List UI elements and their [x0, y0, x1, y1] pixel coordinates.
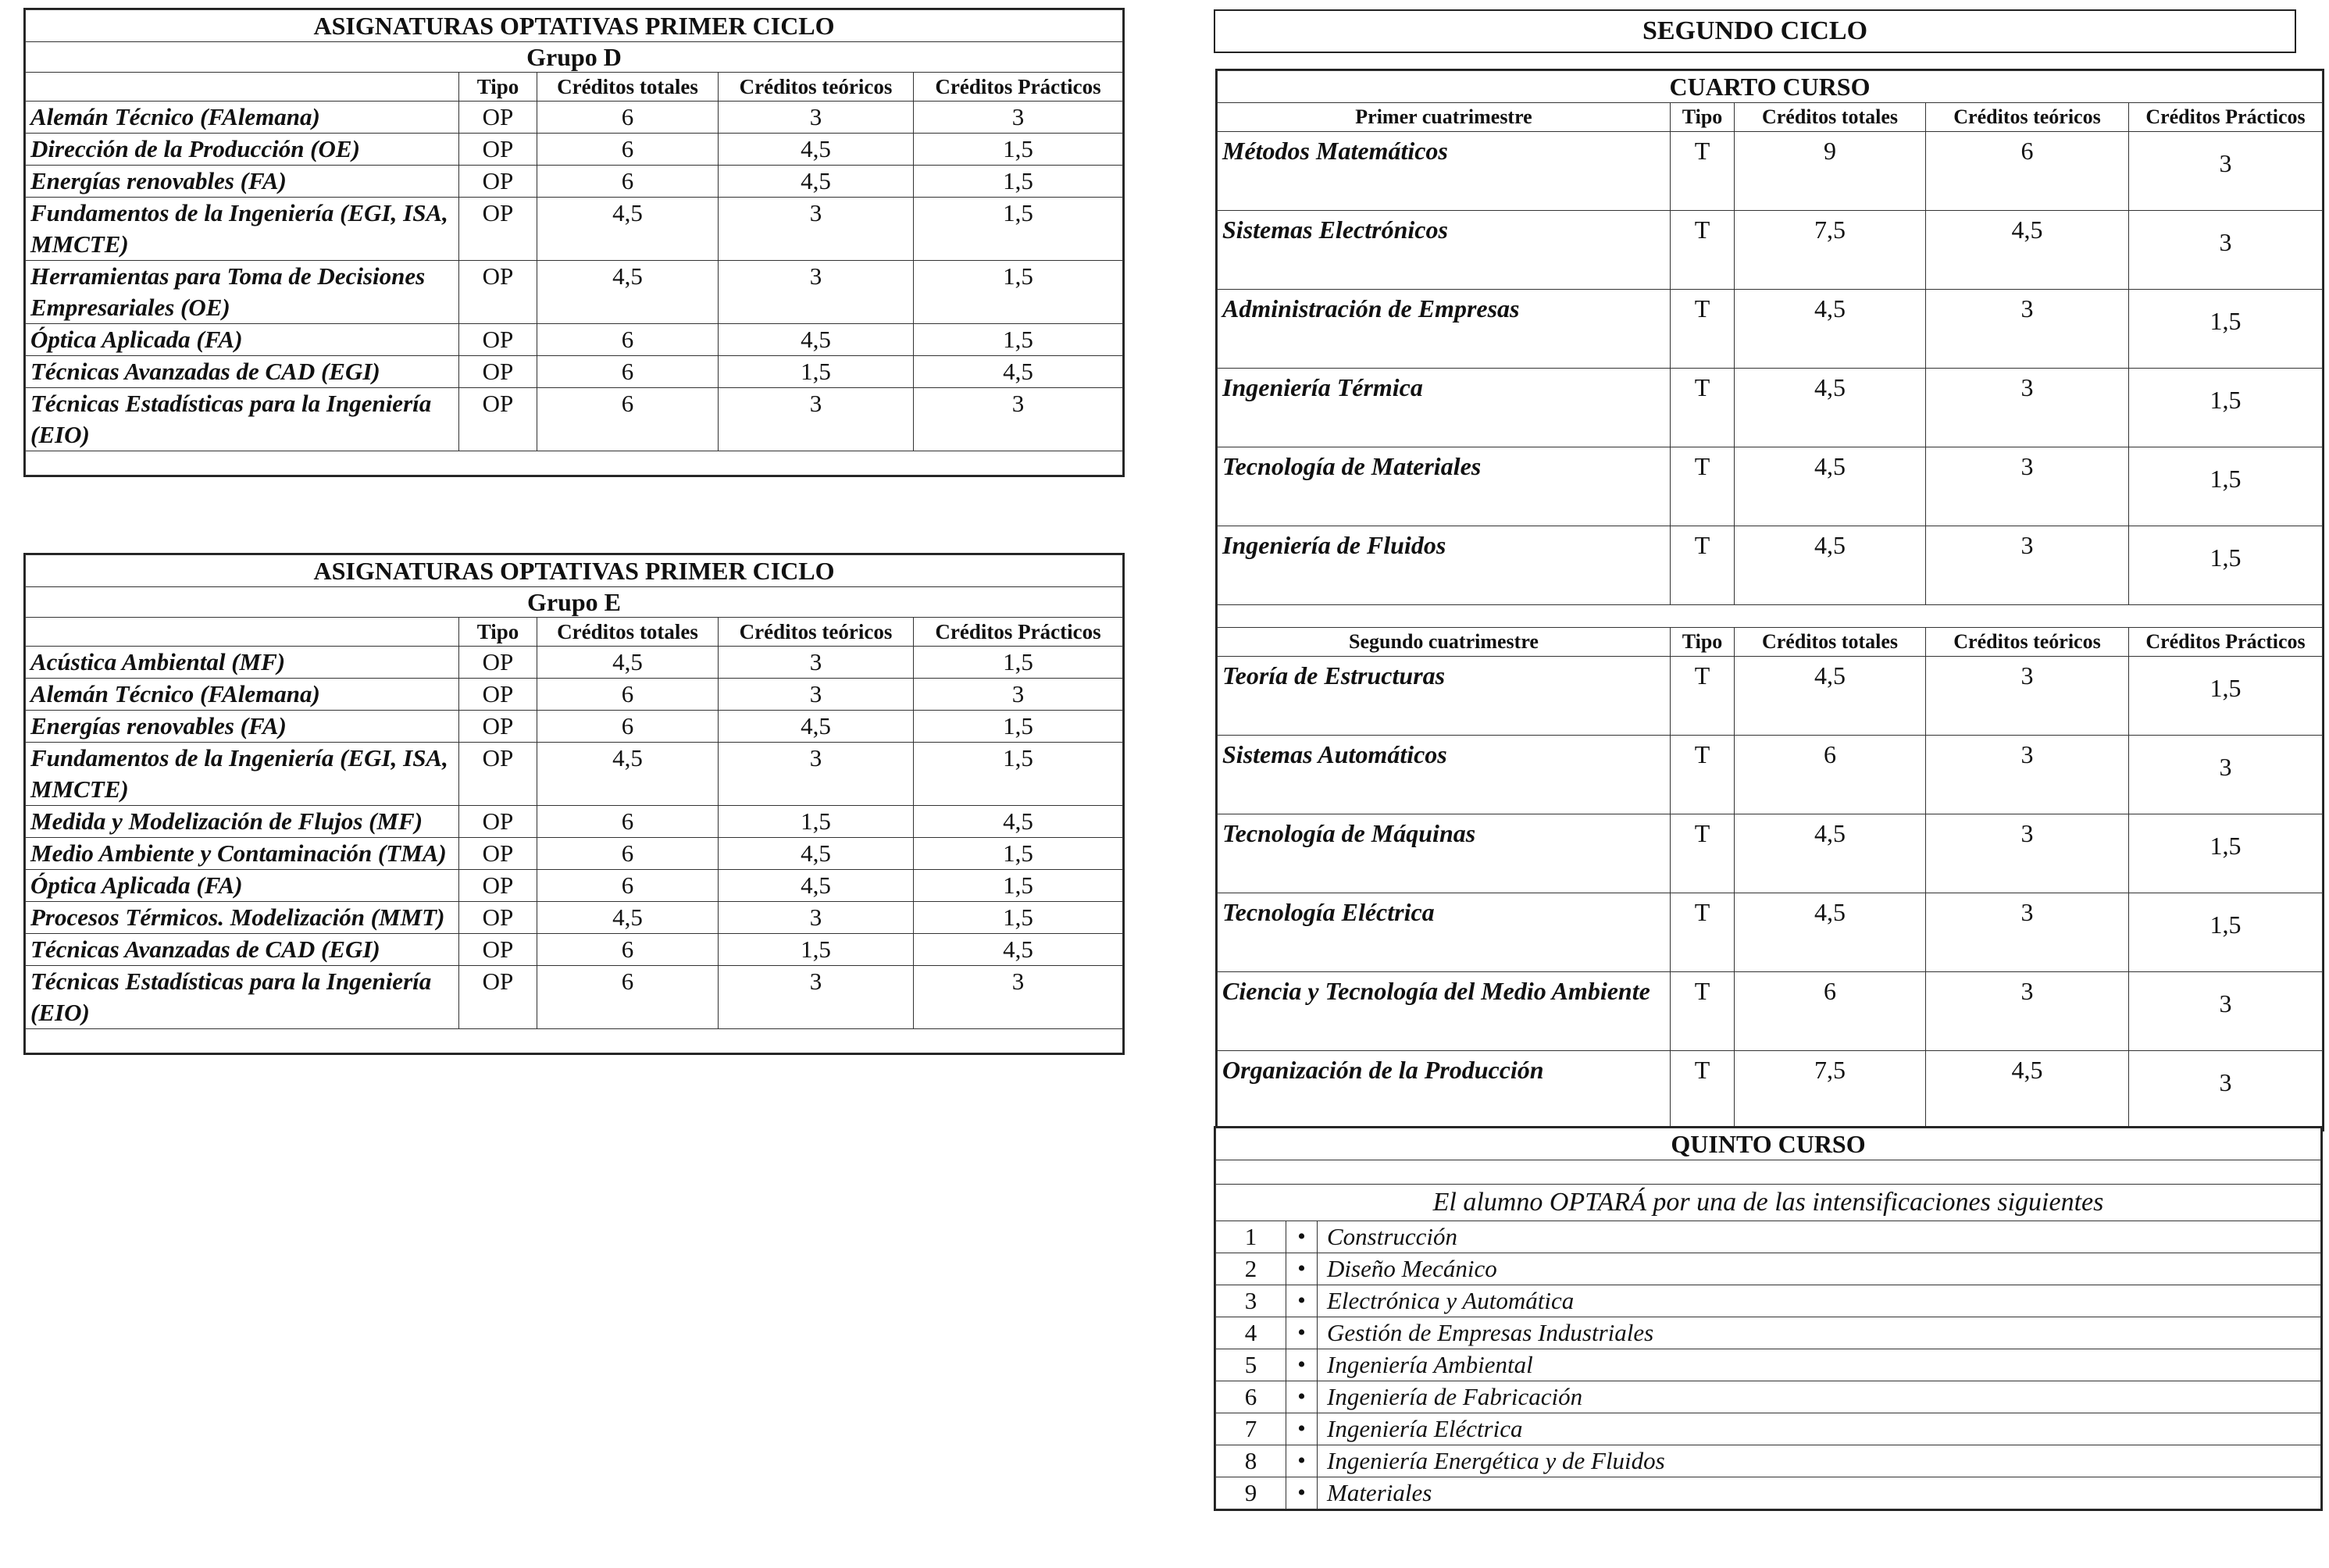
- creditos-teoricos-cell: 3: [719, 388, 914, 451]
- table-row: [26, 388, 1123, 451]
- bullet-icon: •: [1286, 1381, 1318, 1413]
- creditos-practicos-cell: 1,5: [914, 838, 1123, 870]
- creditos-practicos-cell: 1,5: [914, 870, 1123, 902]
- table-footer-row: [26, 451, 1123, 476]
- creditos-teoricos-cell: 3: [1926, 447, 2129, 526]
- grupo-d-group-label: Grupo D: [26, 42, 1123, 73]
- table-row: [1218, 447, 2323, 526]
- creditos-totales-cell: 4,5: [1735, 893, 1926, 972]
- subject-name: Tecnología Eléctrica: [1218, 893, 1671, 972]
- intensification-label: Ingeniería Energética y de Fluidos: [1318, 1445, 2321, 1477]
- creditos-practicos-cell: 1,5: [914, 324, 1123, 356]
- creditos-teoricos-cell: 3: [1926, 972, 2129, 1051]
- list-item: [1216, 1413, 2321, 1445]
- creditos-teoricos-cell: 3: [1926, 290, 2129, 369]
- subject-name: Óptica Aplicada (FA): [26, 324, 459, 356]
- creditos-totales-cell: 7,5: [1735, 211, 1926, 290]
- creditos-totales-cell: 4,5: [537, 198, 719, 261]
- item-number: 8: [1216, 1445, 1286, 1477]
- creditos-totales-cell: 4,5: [537, 647, 719, 679]
- semester-2-label: Segundo cuatrimestre: [1218, 628, 1671, 657]
- creditos-teoricos-cell: 4,5: [719, 838, 914, 870]
- creditos-totales-cell: 4,5: [1735, 657, 1926, 736]
- creditos-practicos-cell: 1,5: [2129, 447, 2323, 526]
- subject-name: Métodos Matemáticos: [1218, 132, 1671, 211]
- list-item: [1216, 1317, 2321, 1349]
- table-row: [1218, 1051, 2323, 1130]
- intensification-label: Diseño Mecánico: [1318, 1253, 2321, 1285]
- subject-name: Óptica Aplicada (FA): [26, 870, 459, 902]
- creditos-teoricos-cell: 3: [1926, 814, 2129, 893]
- table-row: [26, 198, 1123, 261]
- list-item: [1216, 1285, 2321, 1317]
- creditos-practicos-cell: 1,5: [2129, 290, 2323, 369]
- creditos-practicos-cell: 1,5: [914, 166, 1123, 198]
- subject-name: Alemán Técnico (FAlemana): [26, 102, 459, 134]
- table-row: [26, 870, 1123, 902]
- header-creditos-totales: Créditos totales: [537, 73, 719, 102]
- table-row: [1218, 526, 2323, 605]
- creditos-practicos-cell: 1,5: [914, 134, 1123, 166]
- tipo-cell: T: [1671, 211, 1735, 290]
- creditos-practicos-cell: 1,5: [914, 902, 1123, 934]
- table-row: [1218, 736, 2323, 814]
- creditos-teoricos-cell: 3: [719, 902, 914, 934]
- creditos-totales-cell: 6: [537, 166, 719, 198]
- header-tipo: Tipo: [459, 618, 537, 647]
- intensification-label: Ingeniería Eléctrica: [1318, 1413, 2321, 1445]
- grupo-d-title: ASIGNATURAS OPTATIVAS PRIMER CICLO: [26, 10, 1123, 42]
- header-tipo: Tipo: [1671, 628, 1735, 657]
- item-number: 9: [1216, 1477, 1286, 1509]
- creditos-totales-cell: 4,5: [1735, 526, 1926, 605]
- subject-name: Fundamentos de la Ingeniería (EGI, ISA, MMCTE): [26, 198, 459, 261]
- grupo-e-group-label: Grupo E: [26, 587, 1123, 618]
- header-creditos-teoricos: Créditos teóricos: [1926, 628, 2129, 657]
- item-number: 2: [1216, 1253, 1286, 1285]
- creditos-practicos-cell: 4,5: [914, 356, 1123, 388]
- grupo-d-table: [23, 8, 1125, 477]
- header-creditos-practicos: Créditos Prácticos: [914, 618, 1123, 647]
- tipo-cell: OP: [459, 134, 537, 166]
- table-row: [26, 806, 1123, 838]
- table-row: [1218, 814, 2323, 893]
- creditos-teoricos-cell: 3: [719, 647, 914, 679]
- intensification-label: Materiales: [1318, 1477, 2321, 1509]
- creditos-teoricos-cell: 4,5: [719, 870, 914, 902]
- bullet-icon: •: [1286, 1477, 1318, 1509]
- subject-name: Ingeniería de Fluidos: [1218, 526, 1671, 605]
- creditos-practicos-cell: 3: [914, 388, 1123, 451]
- subject-name: Técnicas Estadísticas para la Ingeniería (EIO): [26, 966, 459, 1029]
- quinto-curso-table: [1214, 1126, 2323, 1511]
- table-row: [26, 134, 1123, 166]
- bullet-icon: •: [1286, 1317, 1318, 1349]
- tipo-cell: OP: [459, 647, 537, 679]
- subject-name: Alemán Técnico (FAlemana): [26, 679, 459, 711]
- header-blank: [26, 73, 459, 102]
- creditos-teoricos-cell: 3: [719, 966, 914, 1029]
- creditos-teoricos-cell: 1,5: [719, 934, 914, 966]
- creditos-practicos-cell: 4,5: [914, 806, 1123, 838]
- tipo-cell: OP: [459, 102, 537, 134]
- creditos-totales-cell: 6: [537, 806, 719, 838]
- table-row: [26, 966, 1123, 1029]
- table-row: [1218, 369, 2323, 447]
- table-row: [26, 166, 1123, 198]
- creditos-practicos-cell: 3: [2129, 972, 2323, 1051]
- bullet-icon: •: [1286, 1285, 1318, 1317]
- subject-name: Herramientas para Toma de Decisiones Empresariales (OE): [26, 261, 459, 324]
- cuarto-curso-table: [1215, 69, 2324, 1131]
- header-creditos-practicos: Créditos Prácticos: [914, 73, 1123, 102]
- subject-name: Dirección de la Producción (OE): [26, 134, 459, 166]
- table-row: [1218, 893, 2323, 972]
- creditos-totales-cell: 4,5: [1735, 447, 1926, 526]
- creditos-teoricos-cell: 4,5: [719, 134, 914, 166]
- intensification-label: Gestión de Empresas Industriales: [1318, 1317, 2321, 1349]
- list-item: [1216, 1477, 2321, 1509]
- segundo-ciclo-banner: SEGUNDO CICLO: [1214, 9, 2296, 53]
- spacer-row: [1216, 1160, 2321, 1185]
- item-number: 7: [1216, 1413, 1286, 1445]
- creditos-practicos-cell: 4,5: [914, 934, 1123, 966]
- tipo-cell: T: [1671, 526, 1735, 605]
- item-number: 3: [1216, 1285, 1286, 1317]
- creditos-teoricos-cell: 3: [719, 679, 914, 711]
- subject-name: Tecnología de Máquinas: [1218, 814, 1671, 893]
- table-row: [1218, 657, 2323, 736]
- tipo-cell: OP: [459, 679, 537, 711]
- creditos-totales-cell: 6: [537, 134, 719, 166]
- creditos-teoricos-cell: 3: [1926, 893, 2129, 972]
- creditos-practicos-cell: 1,5: [914, 261, 1123, 324]
- creditos-totales-cell: 6: [1735, 972, 1926, 1051]
- creditos-totales-cell: 4,5: [537, 743, 719, 806]
- tipo-cell: OP: [459, 198, 537, 261]
- table-row: [1218, 290, 2323, 369]
- table-row: [26, 356, 1123, 388]
- bullet-icon: •: [1286, 1221, 1318, 1253]
- table-row: [1218, 972, 2323, 1051]
- creditos-totales-cell: 6: [1735, 736, 1926, 814]
- creditos-practicos-cell: 3: [2129, 1051, 2323, 1130]
- intensification-label: Electrónica y Automática: [1318, 1285, 2321, 1317]
- creditos-totales-cell: 4,5: [1735, 290, 1926, 369]
- subject-name: Energías renovables (FA): [26, 711, 459, 743]
- creditos-totales-cell: 4,5: [537, 261, 719, 324]
- table-row: [26, 261, 1123, 324]
- tipo-cell: OP: [459, 166, 537, 198]
- creditos-teoricos-cell: 3: [1926, 369, 2129, 447]
- table-row: [26, 679, 1123, 711]
- creditos-practicos-cell: 1,5: [2129, 657, 2323, 736]
- creditos-totales-cell: 6: [537, 388, 719, 451]
- cuarto-curso-title: CUARTO CURSO: [1218, 71, 2323, 103]
- creditos-totales-cell: 9: [1735, 132, 1926, 211]
- header-creditos-practicos: Créditos Prácticos: [2129, 628, 2323, 657]
- subject-name: Teoría de Estructuras: [1218, 657, 1671, 736]
- header-tipo: Tipo: [1671, 103, 1735, 132]
- creditos-teoricos-cell: 4,5: [719, 324, 914, 356]
- table-row: [26, 324, 1123, 356]
- list-item: [1216, 1221, 2321, 1253]
- tipo-cell: T: [1671, 369, 1735, 447]
- header-creditos-teoricos: Créditos teóricos: [719, 73, 914, 102]
- creditos-teoricos-cell: 3: [1926, 526, 2129, 605]
- bullet-icon: •: [1286, 1413, 1318, 1445]
- quinto-curso-title: QUINTO CURSO: [1216, 1128, 2321, 1160]
- creditos-totales-cell: 6: [537, 102, 719, 134]
- tipo-cell: OP: [459, 743, 537, 806]
- table-row: [26, 647, 1123, 679]
- subject-name: Ciencia y Tecnología del Medio Ambiente: [1218, 972, 1671, 1051]
- creditos-totales-cell: 6: [537, 356, 719, 388]
- tipo-cell: OP: [459, 356, 537, 388]
- subject-name: Medida y Modelización de Flujos (MF): [26, 806, 459, 838]
- header-creditos-teoricos: Créditos teóricos: [719, 618, 914, 647]
- item-number: 4: [1216, 1317, 1286, 1349]
- creditos-totales-cell: 7,5: [1735, 1051, 1926, 1130]
- subject-name: Técnicas Avanzadas de CAD (EGI): [26, 934, 459, 966]
- creditos-totales-cell: 6: [537, 934, 719, 966]
- subject-name: Tecnología de Materiales: [1218, 447, 1671, 526]
- creditos-practicos-cell: 1,5: [914, 647, 1123, 679]
- creditos-totales-cell: 6: [537, 966, 719, 1029]
- tipo-cell: T: [1671, 972, 1735, 1051]
- tipo-cell: OP: [459, 388, 537, 451]
- header-creditos-totales: Créditos totales: [1735, 628, 1926, 657]
- creditos-totales-cell: 6: [537, 679, 719, 711]
- header-tipo: Tipo: [459, 73, 537, 102]
- tipo-cell: T: [1671, 1051, 1735, 1130]
- creditos-practicos-cell: 3: [914, 966, 1123, 1029]
- tipo-cell: T: [1671, 814, 1735, 893]
- subject-name: Medio Ambiente y Contaminación (TMA): [26, 838, 459, 870]
- creditos-teoricos-cell: 6: [1926, 132, 2129, 211]
- creditos-teoricos-cell: 3: [719, 102, 914, 134]
- table-row: [26, 902, 1123, 934]
- tipo-cell: OP: [459, 261, 537, 324]
- table-footer-row: [26, 1029, 1123, 1053]
- list-item: [1216, 1445, 2321, 1477]
- creditos-practicos-cell: 1,5: [2129, 814, 2323, 893]
- creditos-teoricos-cell: 3: [719, 198, 914, 261]
- header-creditos-totales: Créditos totales: [1735, 103, 1926, 132]
- table-row: [26, 838, 1123, 870]
- creditos-practicos-cell: 3: [2129, 211, 2323, 290]
- subject-name: Técnicas Estadísticas para la Ingeniería (EIO): [26, 388, 459, 451]
- creditos-teoricos-cell: 4,5: [719, 166, 914, 198]
- subject-name: Administración de Empresas: [1218, 290, 1671, 369]
- creditos-practicos-cell: 1,5: [914, 743, 1123, 806]
- table-row: [1218, 211, 2323, 290]
- tipo-cell: T: [1671, 657, 1735, 736]
- subject-name: Organización de la Producción: [1218, 1051, 1671, 1130]
- creditos-teoricos-cell: 1,5: [719, 806, 914, 838]
- bullet-icon: •: [1286, 1445, 1318, 1477]
- intensification-label: Construcción: [1318, 1221, 2321, 1253]
- tipo-cell: T: [1671, 893, 1735, 972]
- grupo-e-title: ASIGNATURAS OPTATIVAS PRIMER CICLO: [26, 555, 1123, 587]
- tipo-cell: OP: [459, 711, 537, 743]
- creditos-totales-cell: 6: [537, 711, 719, 743]
- bullet-icon: •: [1286, 1349, 1318, 1381]
- table-row: [26, 711, 1123, 743]
- tipo-cell: T: [1671, 447, 1735, 526]
- tipo-cell: OP: [459, 966, 537, 1029]
- creditos-totales-cell: 4,5: [1735, 814, 1926, 893]
- creditos-practicos-cell: 1,5: [2129, 893, 2323, 972]
- creditos-teoricos-cell: 3: [1926, 657, 2129, 736]
- subject-name: Fundamentos de la Ingeniería (EGI, ISA, MMCTE): [26, 743, 459, 806]
- item-number: 6: [1216, 1381, 1286, 1413]
- intensification-note: El alumno OPTARÁ por una de las intensificaciones siguientes: [1216, 1185, 2321, 1221]
- creditos-teoricos-cell: 3: [1926, 736, 2129, 814]
- grupo-e-table: [23, 553, 1125, 1055]
- creditos-totales-cell: 6: [537, 870, 719, 902]
- tipo-cell: OP: [459, 838, 537, 870]
- creditos-totales-cell: 6: [537, 838, 719, 870]
- creditos-practicos-cell: 3: [914, 679, 1123, 711]
- header-creditos-teoricos: Créditos teóricos: [1926, 103, 2129, 132]
- tipo-cell: OP: [459, 324, 537, 356]
- table-row: [26, 102, 1123, 134]
- creditos-practicos-cell: 1,5: [914, 198, 1123, 261]
- creditos-practicos-cell: 1,5: [914, 711, 1123, 743]
- subject-name: Acústica Ambiental (MF): [26, 647, 459, 679]
- item-number: 5: [1216, 1349, 1286, 1381]
- table-row: [26, 743, 1123, 806]
- item-number: 1: [1216, 1221, 1286, 1253]
- creditos-teoricos-cell: 3: [719, 743, 914, 806]
- tipo-cell: OP: [459, 934, 537, 966]
- tipo-cell: OP: [459, 902, 537, 934]
- intensification-label: Ingeniería de Fabricación: [1318, 1381, 2321, 1413]
- tipo-cell: OP: [459, 806, 537, 838]
- creditos-practicos-cell: 1,5: [2129, 369, 2323, 447]
- header-creditos-practicos: Créditos Prácticos: [2129, 103, 2323, 132]
- creditos-practicos-cell: 3: [2129, 132, 2323, 211]
- tipo-cell: T: [1671, 736, 1735, 814]
- header-blank: [26, 618, 459, 647]
- subject-name: Sistemas Automáticos: [1218, 736, 1671, 814]
- subject-name: Sistemas Electrónicos: [1218, 211, 1671, 290]
- creditos-totales-cell: 4,5: [537, 902, 719, 934]
- subject-name: Energías renovables (FA): [26, 166, 459, 198]
- table-row: [1218, 132, 2323, 211]
- creditos-teoricos-cell: 1,5: [719, 356, 914, 388]
- list-item: [1216, 1253, 2321, 1285]
- bullet-icon: •: [1286, 1253, 1318, 1285]
- tipo-cell: T: [1671, 132, 1735, 211]
- tipo-cell: OP: [459, 870, 537, 902]
- creditos-teoricos-cell: 4,5: [1926, 211, 2129, 290]
- semester-separator: [1218, 605, 2323, 628]
- list-item: [1216, 1349, 2321, 1381]
- creditos-teoricos-cell: 4,5: [1926, 1051, 2129, 1130]
- subject-name: Procesos Térmicos. Modelización (MMT): [26, 902, 459, 934]
- creditos-teoricos-cell: 4,5: [719, 711, 914, 743]
- creditos-teoricos-cell: 3: [719, 261, 914, 324]
- table-row: [26, 934, 1123, 966]
- header-creditos-totales: Créditos totales: [537, 618, 719, 647]
- creditos-practicos-cell: 1,5: [2129, 526, 2323, 605]
- subject-name: Ingeniería Térmica: [1218, 369, 1671, 447]
- creditos-practicos-cell: 3: [914, 102, 1123, 134]
- creditos-practicos-cell: 3: [2129, 736, 2323, 814]
- list-item: [1216, 1381, 2321, 1413]
- tipo-cell: T: [1671, 290, 1735, 369]
- creditos-totales-cell: 4,5: [1735, 369, 1926, 447]
- intensification-label: Ingeniería Ambiental: [1318, 1349, 2321, 1381]
- creditos-totales-cell: 6: [537, 324, 719, 356]
- subject-name: Técnicas Avanzadas de CAD (EGI): [26, 356, 459, 388]
- semester-1-label: Primer cuatrimestre: [1218, 103, 1671, 132]
